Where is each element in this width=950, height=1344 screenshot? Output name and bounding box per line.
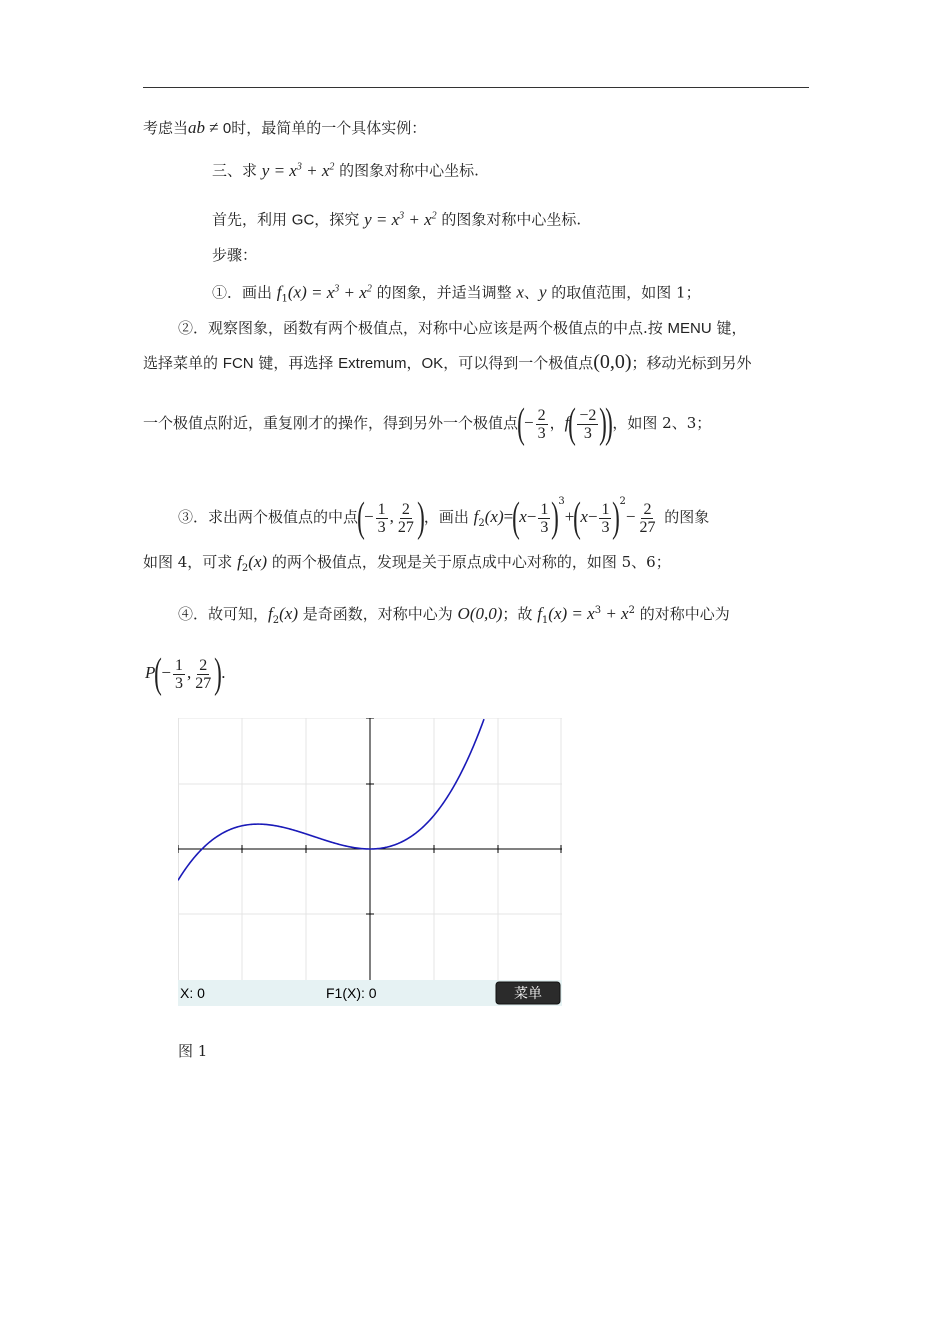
fraction: $\frac{1}{3}$ <box>601 500 610 536</box>
task-line: 三、求 $y = x^3 + x^2$ 的图象对称中心坐标. <box>212 160 479 180</box>
step2-line3: 一个极值点附近，重复刚才的操作，得到另外一个极值点(− $\frac{2}{3}$ ，f( $\frac{-2}{3}$ ))，如图 2、3； <box>143 401 712 447</box>
step3-line1: ③．求出两个极值点的中点(− $\frac{1}{3}$ , $\frac{2}{27}$ )，画出 $f_2(x)=(x-$ $\frac{1}{3}$ )$^3$+(x− $\frac{1}{3}$ )$^2$− $\frac{2}{27}$ 的图象 <box>178 495 710 541</box>
fraction: $\frac{2}{27}$ <box>639 500 656 536</box>
step3-line2: 如图 4，可求 $f_2(x)$ 的两个极值点，发现是关于原点成中心对称的，如图 5、6； <box>143 552 671 574</box>
menu-button-label[interactable]: 菜单 <box>514 986 542 1002</box>
fraction: $\frac{1}{3}$ <box>377 500 386 536</box>
menu-button[interactable] <box>496 982 560 1004</box>
steps-label: 步骤： <box>212 246 258 264</box>
intro-line: 考虑当ab ≠ 0时，最简单的一个具体实例： <box>143 118 427 137</box>
step4-line2: P(− $\frac{1}{3}$ , $\frac{2}{27}$ ). <box>145 651 226 697</box>
fraction: $\frac{1}{3}$ <box>540 500 549 536</box>
fraction: $\frac{2}{27}$ <box>397 500 414 536</box>
calculator-graph <box>178 718 562 1006</box>
figure-caption: 图 1 <box>178 1042 208 1060</box>
fx-readout: F1(X): 0 <box>326 985 377 1001</box>
header-rule <box>143 87 809 88</box>
step2-line1: ②．观察图象，函数有两个极值点，对称中心应该是两个极值点的中点.按 MENU 键， <box>178 319 747 337</box>
fraction: $\frac{2}{3}$ <box>537 406 546 442</box>
step2-line2: 选择菜单的 FCN 键，再选择 Extremum，OK，可以得到一个极值点(0,0)；移动光标到另外 <box>143 351 752 373</box>
first-line: 首先，利用 GC，探究 $y = x^3 + x^2$ 的图象对称中心坐标. <box>212 209 582 229</box>
fraction: $\frac{-2}{3}$ <box>579 406 597 442</box>
step4-line1: ④．故可知，$f_2(x)$ 是奇函数，对称中心为 O(0,0)；故 $f_1(x) = x^3 + x^2$ 的对称中心为 <box>178 604 730 626</box>
step1-line: ①．画出 $f_1(x) = x^3 + x^2$ 的图象，并适当调整 x、y 的取值范围，如图 1； <box>212 282 701 305</box>
fraction: $\frac{1}{3}$ <box>174 656 183 692</box>
x-readout: X: 0 <box>180 985 205 1001</box>
fraction: $\frac{2}{27}$ <box>195 656 212 692</box>
